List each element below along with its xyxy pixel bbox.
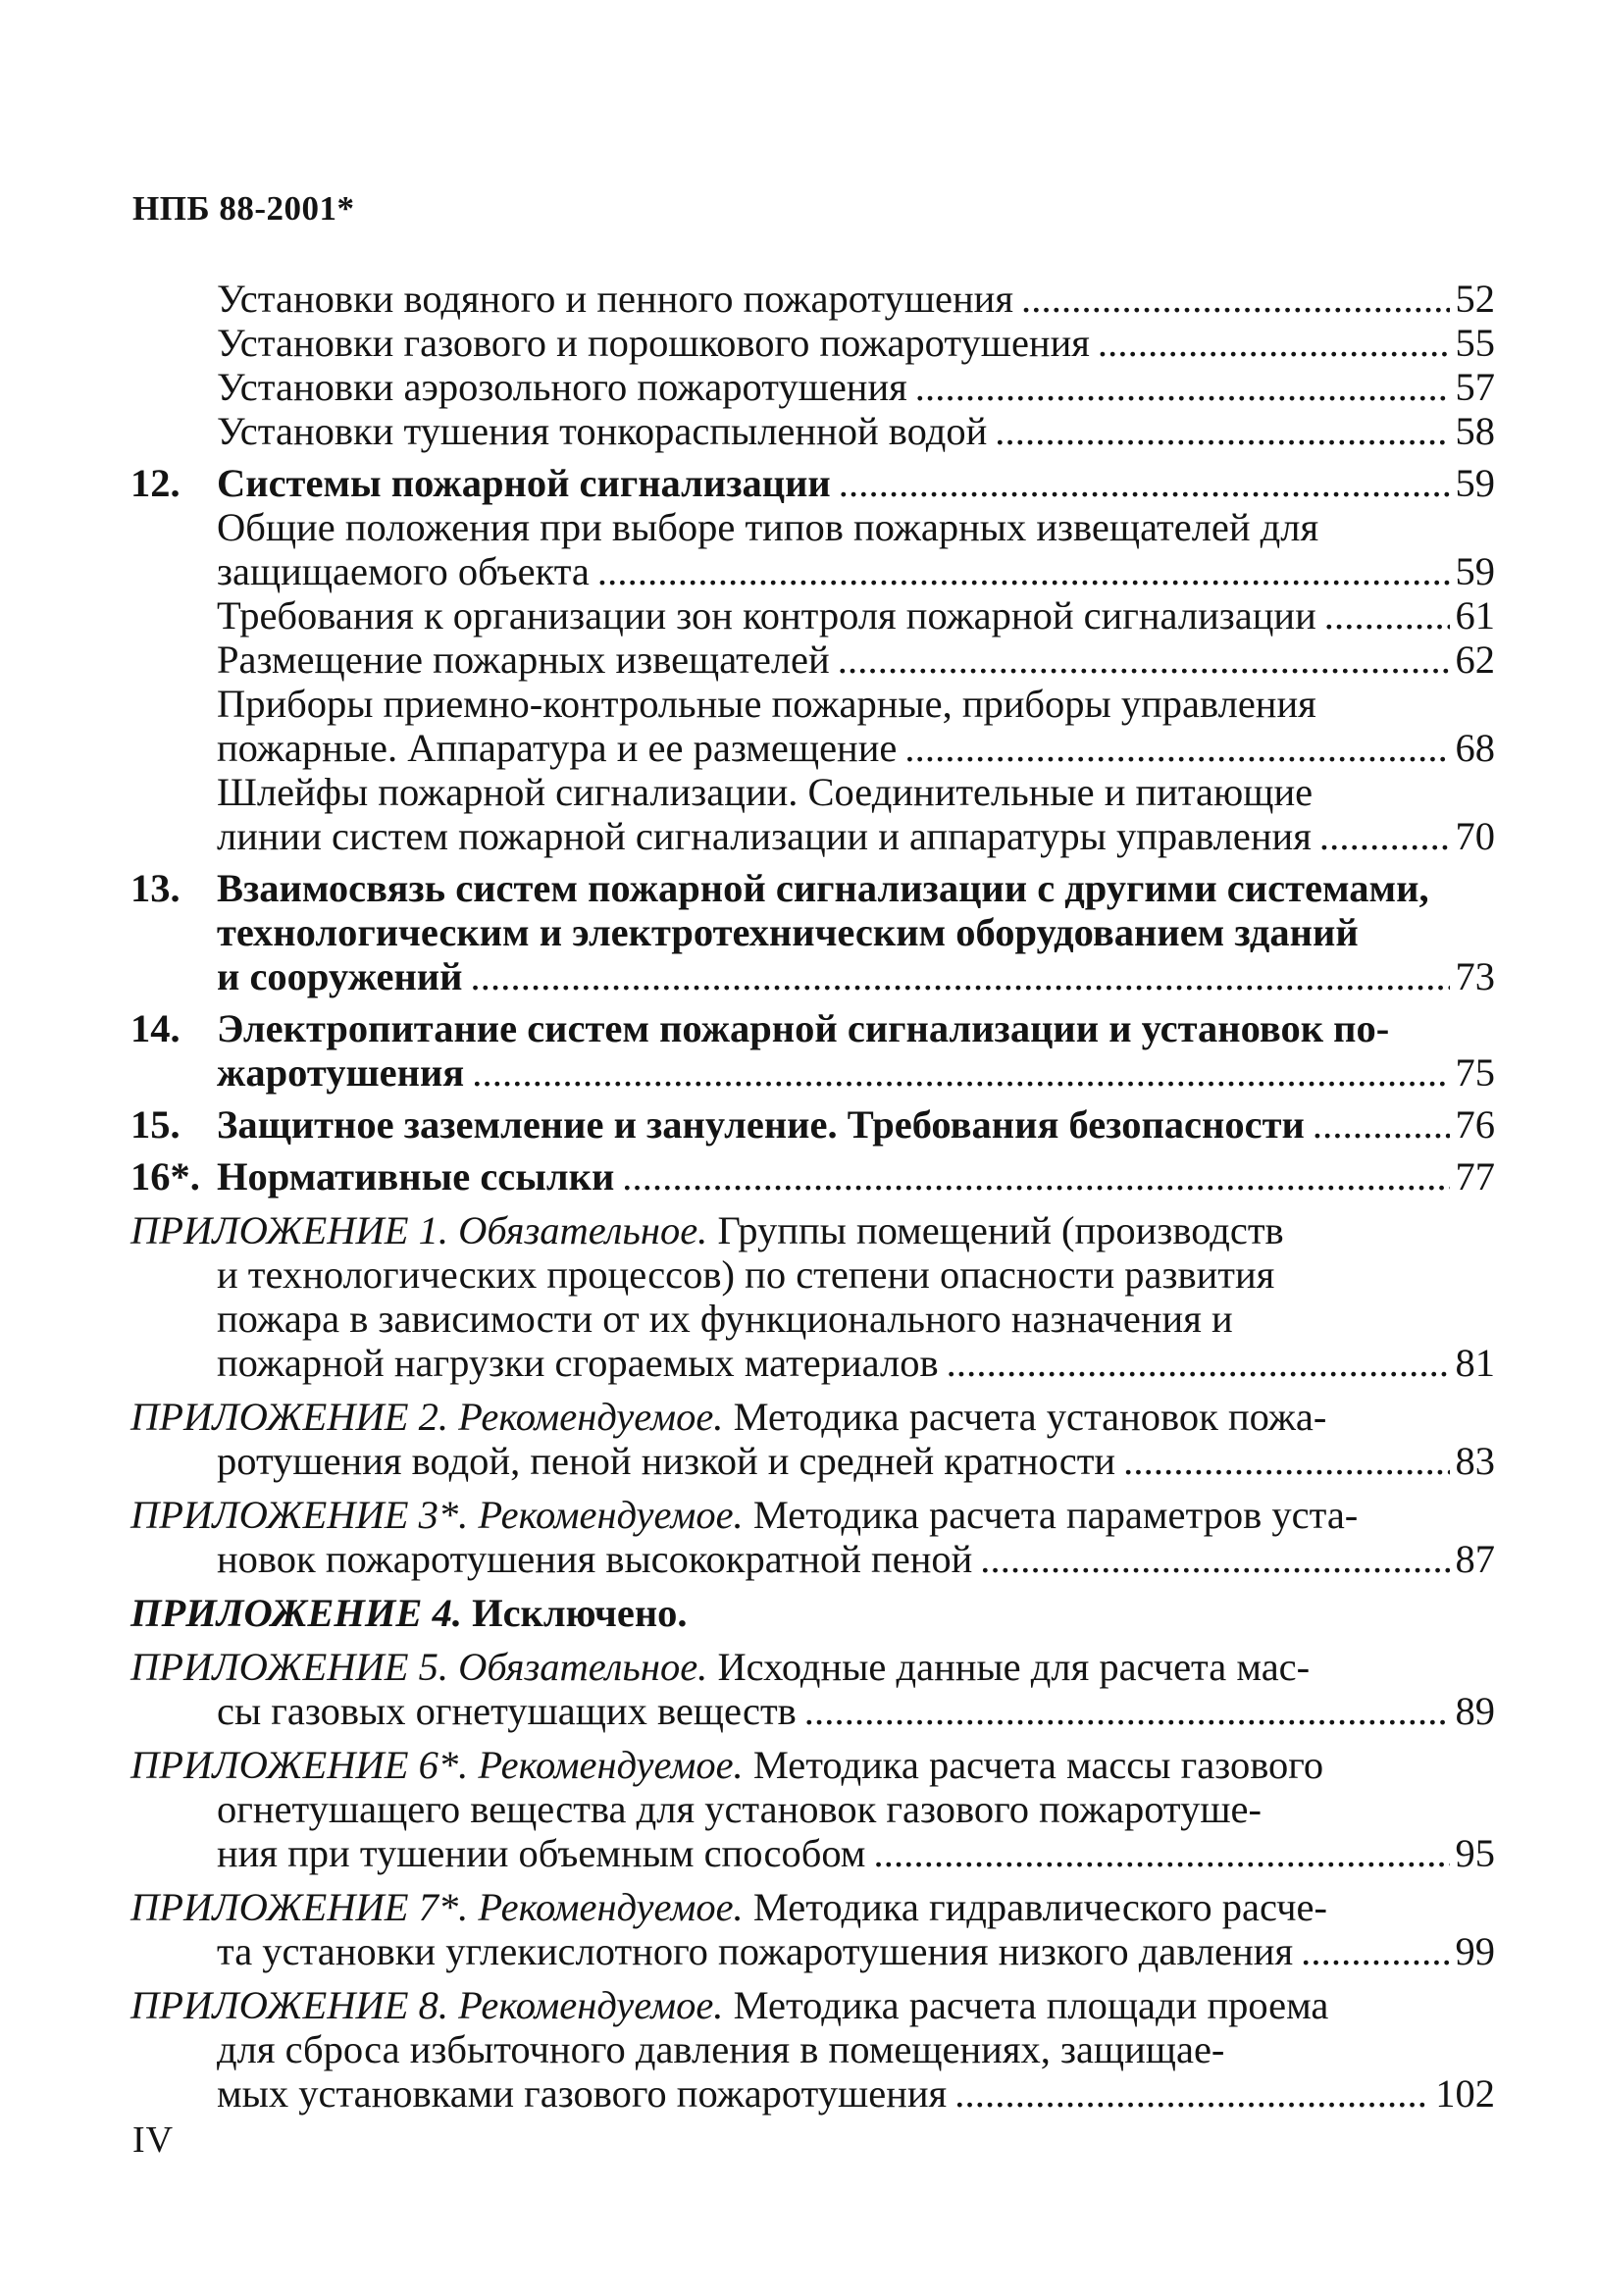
section-title: Защитное заземление и зануление. Требования безопасности	[217, 1102, 1305, 1147]
dot-leader	[1098, 321, 1450, 365]
dot-leader	[995, 409, 1449, 453]
appendix-title: новок пожаротушения высокократной пеной	[217, 1537, 973, 1581]
toc-entry[interactable]	[130, 321, 1495, 365]
appendix-label: ПРИЛОЖЕНИЕ 4.	[130, 1591, 462, 1635]
appendix-title: пожарной нагрузки сгораемых материалов	[217, 1341, 939, 1385]
dot-leader	[1301, 1929, 1449, 1973]
appendix-label: ПРИЛОЖЕНИЕ 3*. Рекомендуемое.	[130, 1493, 744, 1537]
dot-leader	[1021, 277, 1450, 321]
dot-leader	[470, 954, 1449, 998]
toc-section-16[interactable]	[130, 1154, 1495, 1199]
toc-section-12[interactable]	[130, 461, 1495, 505]
toc-entry[interactable]	[130, 770, 1495, 858]
table-of-contents	[130, 277, 1495, 2116]
dot-leader	[1123, 1439, 1449, 1483]
section-title: жаротушения	[217, 1050, 465, 1095]
section-number: 14.	[130, 1006, 180, 1050]
toc-entry-line: Приборы приемно-контрольные пожарные, приборы управления	[217, 682, 1316, 726]
toc-page-number: 75	[1455, 1050, 1495, 1095]
dot-leader	[1313, 1102, 1450, 1147]
toc-page-number: 99	[1455, 1929, 1495, 1973]
toc-page-number: 81	[1455, 1341, 1495, 1385]
toc-appendix-7[interactable]	[130, 1885, 1495, 1973]
section-number: 13.	[130, 866, 180, 910]
toc-section-13[interactable]	[130, 866, 1495, 998]
appendix-label: ПРИЛОЖЕНИЕ 7*. Рекомендуемое.	[130, 1885, 744, 1929]
toc-appendix-3[interactable]	[130, 1493, 1495, 1581]
dot-leader	[622, 1154, 1449, 1199]
toc-entry[interactable]	[130, 505, 1495, 593]
section-number: 16*.	[130, 1154, 200, 1199]
toc-appendix-5[interactable]	[130, 1645, 1495, 1733]
appendix-label: ПРИЛОЖЕНИЕ 8. Рекомендуемое.	[130, 1983, 724, 2027]
toc-entry-title: линии систем пожарной сигнализации и аппаратуры управления	[217, 814, 1312, 858]
toc-page-number: 52	[1455, 277, 1495, 321]
appendix-title-line: для сброса избыточного давления в помещениях, защищае-	[217, 2027, 1225, 2071]
section-title: Системы пожарной сигнализации	[217, 461, 831, 505]
dot-leader	[947, 1341, 1450, 1385]
toc-entry-title: защищаемого объекта	[217, 549, 590, 593]
toc-entry-title: Установки тушения тонкораспыленной водой	[217, 409, 988, 453]
toc-page-number: 59	[1455, 461, 1495, 505]
toc-page-number: 59	[1455, 549, 1495, 593]
appendix-title: мых установками газового пожаротушения	[217, 2071, 948, 2116]
toc-page-number: 61	[1455, 593, 1495, 638]
toc-page-number: 83	[1455, 1439, 1495, 1483]
dot-leader	[915, 365, 1450, 409]
section-title-line: Электропитание систем пожарной сигнализации и установок по-	[217, 1006, 1390, 1050]
section-title: Нормативные ссылки	[217, 1154, 615, 1199]
toc-page-number: 55	[1455, 321, 1495, 365]
appendix-title: ротушения водой, пеной низкой и средней кратности	[217, 1439, 1116, 1483]
toc-entry[interactable]	[130, 409, 1495, 453]
toc-entry-title: Требования к организации зон контроля пожарной сигнализации	[217, 593, 1316, 638]
toc-entry-title: Размещение пожарных извещателей	[217, 638, 830, 682]
toc-entry-title: пожарные. Аппаратура и ее размещение	[217, 726, 898, 770]
appendix-title-line: Методика расчета массы газового	[743, 1743, 1324, 1787]
dot-leader	[804, 1689, 1450, 1733]
toc-entry-line: Шлейфы пожарной сигнализации. Соединительные и питающие	[217, 770, 1314, 814]
dot-leader	[472, 1050, 1449, 1095]
toc-page-number: 77	[1455, 1154, 1495, 1199]
dot-leader	[597, 549, 1450, 593]
toc-page-number: 95	[1455, 1831, 1495, 1875]
section-title: и сооружений	[217, 954, 463, 998]
appendix-title: сы газовых огнетушащих веществ	[217, 1689, 797, 1733]
page-number-footer: IV	[132, 2119, 175, 2161]
toc-appendix-8[interactable]	[130, 1983, 1495, 2116]
toc-appendix-1[interactable]	[130, 1208, 1495, 1385]
section-title-line: Взаимосвязь систем пожарной сигнализации с другими системами,	[217, 866, 1429, 910]
appendix-title-line: огнетушащего вещества для установок газового пожаротуше-	[217, 1787, 1262, 1831]
dot-leader	[904, 726, 1449, 770]
appendix-title-line: пожара в зависимости от их функционального назначения и	[217, 1297, 1233, 1341]
appendix-label: ПРИЛОЖЕНИЕ 2. Рекомендуемое.	[130, 1395, 724, 1439]
toc-entry-title: Установки водяного и пенного пожаротушения	[217, 277, 1013, 321]
toc-page-number: 58	[1455, 409, 1495, 453]
page-header: НПБ 88-2001*	[132, 189, 355, 228]
toc-appendix-6[interactable]	[130, 1743, 1495, 1875]
toc-appendix-2[interactable]	[130, 1395, 1495, 1483]
appendix-title-line: Группы помещений (производств	[707, 1208, 1284, 1252]
toc-appendix-4[interactable]	[130, 1591, 1495, 1635]
appendix-label: ПРИЛОЖЕНИЕ 1. Обязательное.	[130, 1208, 708, 1252]
dot-leader	[839, 461, 1450, 505]
section-number: 12.	[130, 461, 180, 505]
toc-entry[interactable]	[130, 638, 1495, 682]
toc-entry-title: Установки аэрозольного пожаротушения	[217, 365, 907, 409]
toc-page-number: 73	[1455, 954, 1495, 998]
toc-page-number: 102	[1435, 2071, 1495, 2116]
toc-page-number: 68	[1455, 726, 1495, 770]
appendix-title-line: Методика гидравлического расче-	[743, 1885, 1327, 1929]
dot-leader	[1319, 814, 1450, 858]
appendix-title-line: Методика расчета параметров уста-	[743, 1493, 1359, 1537]
toc-page-number: 62	[1455, 638, 1495, 682]
appendix-title-line: Методика расчета установок пожа-	[723, 1395, 1327, 1439]
appendix-title: ния при тушении объемным способом	[217, 1831, 866, 1875]
dot-leader	[980, 1537, 1449, 1581]
dot-leader	[954, 2071, 1429, 2116]
toc-entry[interactable]	[130, 365, 1495, 409]
section-title-line: технологическим и электротехническим оборудованием зданий	[217, 910, 1359, 954]
toc-entry-title: Установки газового и порошкового пожаротушения	[217, 321, 1090, 365]
toc-page-number: 76	[1455, 1102, 1495, 1147]
toc-page-number: 70	[1455, 814, 1495, 858]
toc-entry-line: Общие положения при выборе типов пожарных извещателей для	[217, 505, 1319, 549]
appendix-title-line: Методика расчета площади проема	[723, 1983, 1329, 2027]
dot-leader	[873, 1831, 1449, 1875]
toc-page-number: 87	[1455, 1537, 1495, 1581]
toc-entry[interactable]	[130, 593, 1495, 638]
section-number: 15.	[130, 1102, 180, 1147]
appendix-title-line: и технологических процессов) по степени опасности развития	[217, 1252, 1275, 1297]
toc-entry[interactable]	[130, 277, 1495, 321]
toc-section-14[interactable]	[130, 1006, 1495, 1095]
appendix-title: Исключено.	[461, 1591, 688, 1635]
toc-section-15[interactable]	[130, 1102, 1495, 1147]
appendix-title: та установки углекислотного пожаротушения низкого давления	[217, 1929, 1294, 1973]
appendix-label: ПРИЛОЖЕНИЕ 6*. Рекомендуемое.	[130, 1743, 744, 1787]
toc-entry[interactable]	[130, 682, 1495, 770]
dot-leader	[1324, 593, 1450, 638]
appendix-title-line: Исходные данные для расчета мас-	[707, 1645, 1311, 1689]
toc-page-number: 57	[1455, 365, 1495, 409]
appendix-label: ПРИЛОЖЕНИЕ 5. Обязательное.	[130, 1645, 708, 1689]
toc-page-number: 89	[1455, 1689, 1495, 1733]
dot-leader	[838, 638, 1450, 682]
